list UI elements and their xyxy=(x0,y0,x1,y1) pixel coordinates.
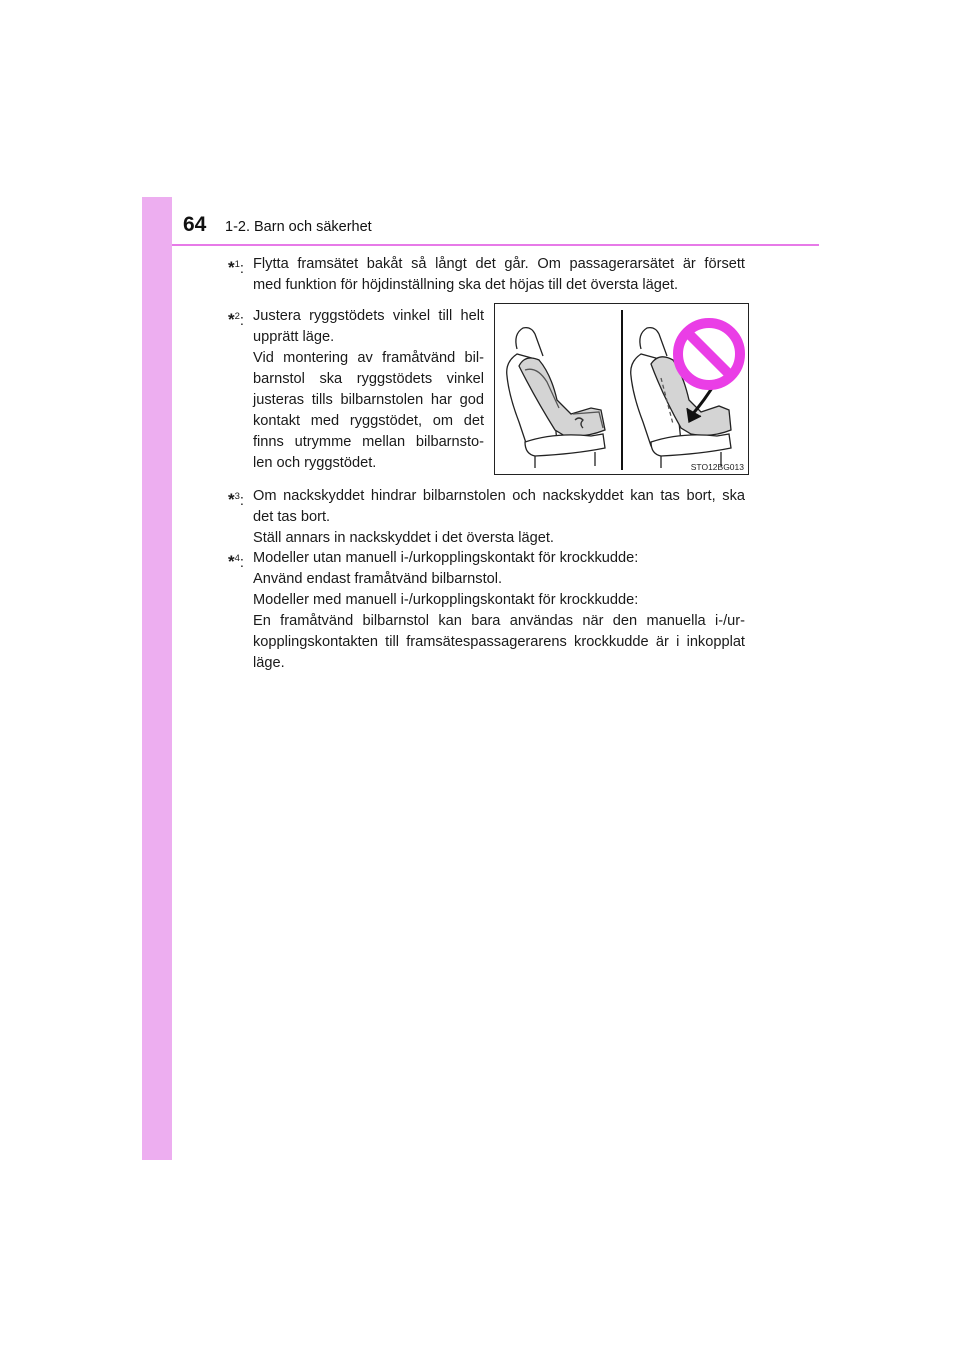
note-marker: *$^3$: xyxy=(228,490,244,509)
note-line: Justera ryggstödets vinkel till helt xyxy=(253,308,484,324)
note-line: finns utrymme mellan bilbarnsto- xyxy=(253,434,484,450)
section-title: 1-2. Barn och säkerhet xyxy=(225,219,372,235)
note-line: Om nackskyddet hindrar bilbarnstolen och nackskyddet kan tas bort, ska xyxy=(253,488,745,504)
note-line: kontakt med ryggstödet, om det xyxy=(253,413,484,429)
note-line: justeras tills bilbarnstolen har god xyxy=(253,392,484,408)
note-line: Använd endast framåtvänd bilbarnstol. xyxy=(253,571,503,587)
note-line: Modeller utan manuell i-/urkopplingskontakt för krockkudde: xyxy=(253,550,639,566)
page-number: 64 xyxy=(183,213,207,236)
note-line: upprätt läge. xyxy=(253,329,335,345)
note-line: det tas bort. xyxy=(253,509,331,525)
header-divider xyxy=(172,244,819,246)
note-marker: *$^1$: xyxy=(228,258,244,277)
note-line: Vid montering av framåtvänd bil- xyxy=(253,350,484,366)
note-line: Ställ annars in nackskyddet i det översta läget. xyxy=(253,530,554,546)
note-line: len och ryggstödet. xyxy=(253,455,377,471)
prohibition-icon xyxy=(678,323,740,385)
note-2 xyxy=(228,306,484,474)
child-seat-correct-icon xyxy=(507,328,605,468)
note-1 xyxy=(228,254,745,296)
note-line: barnstol ska ryggstödets vinkel xyxy=(253,371,484,387)
note-line: Modeller med manuell i-/urkopplingskontakt för krockkudde: xyxy=(253,592,639,608)
note-line: En framåtvänd bilbarnstol kan bara användas när den manuella i-/ur- xyxy=(253,613,745,629)
note-4 xyxy=(228,548,745,674)
figure-code: STO12BG013 xyxy=(690,462,744,472)
note-line: med funktion för höjdinställning ska det höjas till det översta läget. xyxy=(253,277,679,293)
note-marker: *$^2$: xyxy=(228,310,244,329)
note-3 xyxy=(228,486,745,549)
note-line: Flytta framsätet bakåt så långt det går. Om passagerarsätet är försett xyxy=(253,256,745,272)
chapter-sidebar-tab xyxy=(142,197,172,1160)
note-line: kopplingskontakten till framsätespassagerarens krockkudde är i inkopplat xyxy=(253,634,745,650)
note-marker: *$^4$: xyxy=(228,552,244,571)
child-seat-figure xyxy=(494,303,749,475)
note-line: läge. xyxy=(253,655,285,671)
seat-illustration xyxy=(495,304,748,474)
